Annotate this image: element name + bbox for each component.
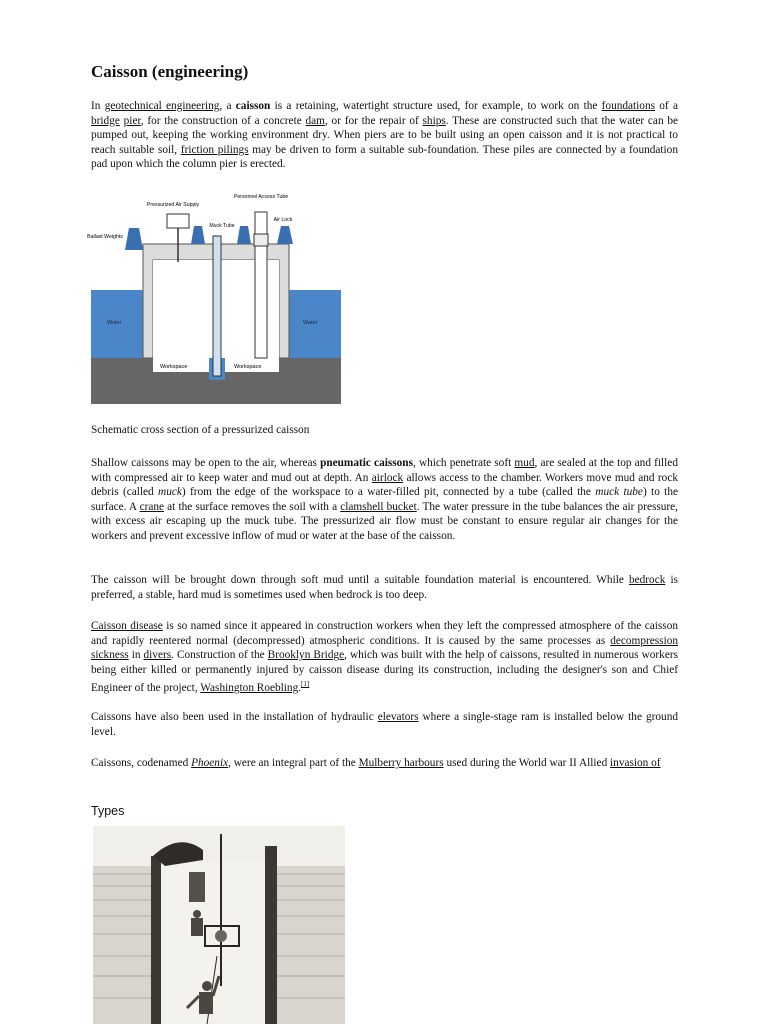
- shaft-wall-right: [265, 846, 277, 1024]
- ballast-weight-left: [125, 228, 143, 250]
- types-heading: Types: [91, 804, 125, 818]
- text: allows access to the chamber. Workers move mud and rock debris (called: [91, 471, 678, 499]
- text: ) to the surface. A: [91, 486, 678, 513]
- italic-term: muck tube: [595, 486, 643, 499]
- link-bridge[interactable]: bridge: [91, 114, 120, 127]
- link-caisson-disease[interactable]: Caisson disease: [91, 620, 163, 632]
- label-water-right: Water: [303, 320, 318, 326]
- text: In: [91, 100, 105, 112]
- text: , are sealed at the top and filled with compressed air to keep water and mud out at depth. An: [91, 457, 678, 484]
- label-airlock: Air Lock: [273, 217, 293, 223]
- label-workspace-left: Workspace: [160, 364, 188, 370]
- muck-tube: [213, 236, 221, 376]
- air-supply-box: [167, 214, 189, 228]
- caisson-engraving: [93, 826, 345, 1024]
- text: , which penetrate soft: [412, 457, 515, 469]
- text: at the surface removes the soil with a: [164, 500, 341, 513]
- link-divers[interactable]: divers: [143, 649, 172, 662]
- bold-term: caisson: [235, 100, 271, 112]
- text: is so named since it appeared in construction workers when they left the compressed atmosphere of the caisson and rapidly reentered normal (decompressed) atmospheric conditions. It is caused by the same processes as: [91, 620, 678, 647]
- text: , a: [219, 100, 236, 112]
- text: used during the World war II Allied: [443, 757, 611, 769]
- link-airlock[interactable]: airlock: [371, 471, 404, 484]
- link-foundations[interactable]: foundations: [601, 100, 655, 112]
- link-pier[interactable]: pier: [123, 114, 141, 127]
- pulley: [215, 930, 227, 942]
- airlock-chamber: [254, 234, 268, 246]
- link-bedrock[interactable]: bedrock: [628, 574, 666, 586]
- text: . Construction of the: [171, 649, 268, 662]
- label-personnel-access: Personnel Access Tube: [233, 194, 289, 200]
- link-washington-roebling[interactable]: Washington Roebling: [200, 682, 299, 695]
- link-crane[interactable]: crane: [139, 500, 165, 513]
- ballast-weight-right: [277, 226, 293, 244]
- link-phoenix[interactable]: Phoenix: [191, 757, 229, 769]
- text: . The water pressure in the tube balances the air pressure, with excess air escaping up the muck tube. The pressurized air flow must be constant to ensure regular air changes for the workers and prevent excessive inflow of mud or water at the base of the caisson.: [91, 500, 678, 542]
- bucket: [189, 872, 205, 902]
- link-friction-pilings[interactable]: friction pilings: [180, 143, 249, 156]
- link-elevators[interactable]: elevators: [377, 711, 419, 723]
- ballast-weight-mid-left: [191, 226, 205, 244]
- text: , were an integral part of the: [228, 757, 359, 769]
- text: may be driven to form a suitable sub-foundation. These piles are connected by a foundation pad upon which the column pier is erected.: [91, 143, 678, 171]
- text: , for the construction of a concrete: [140, 114, 306, 127]
- text: ) from the edge of the workspace to a water-filled pit, connected by a tube (called the: [181, 486, 596, 499]
- bedrock-paragraph: [91, 573, 678, 602]
- shaft-wall-left: [151, 856, 161, 1024]
- shaft-interior: [157, 862, 277, 1024]
- citation-link[interactable]: [1]: [301, 680, 310, 689]
- link-invasion-of[interactable]: invasion of: [610, 757, 661, 769]
- diagram-caption: Schematic cross section of a pressurized caisson: [91, 424, 310, 436]
- link-decompression-sickness[interactable]: decompression sickness: [91, 634, 678, 662]
- phoenix-paragraph: [91, 756, 678, 771]
- text: The caisson will be brought down through soft mud until a suitable foundation material is encountered. While: [91, 574, 629, 586]
- elevators-paragraph: [91, 710, 678, 739]
- link-mulberry-harbours[interactable]: Mulberry harbours: [358, 757, 444, 769]
- link-clamshell-bucket[interactable]: clamshell bucket: [340, 500, 417, 513]
- caisson-disease-paragraph: [91, 619, 678, 696]
- text: Caissons, codenamed: [91, 757, 192, 769]
- bold-term: pneumatic caissons: [320, 457, 413, 469]
- text: Shallow caissons may be open to the air, whereas: [91, 457, 321, 469]
- ballast-weight-mid-right: [237, 226, 251, 244]
- text: is a retaining, watertight structure used, for example, to work on the: [270, 100, 602, 112]
- label-ballast: Ballast Weights: [87, 234, 123, 240]
- text: Caissons have also been used in the installation of hydraulic: [91, 711, 378, 723]
- text: , which was built with the help of caissons, resulted in numerous workers being either killed or permanently injured by caisson disease during its construction, including the designer's son and Chief Engineer of the project,: [91, 649, 678, 695]
- label-water-left: Water: [107, 320, 122, 326]
- text: in: [128, 649, 144, 662]
- text: . These are constructed such that the water can be pumped out, keeping the working environment dry. When piers are to be built using an open caisson and it is not practical to reach suitable soil,: [91, 114, 679, 156]
- label-workspace-right: Workspace: [234, 364, 262, 370]
- page-title: Caisson (engineering): [91, 62, 249, 81]
- text: where a single-stage ram is installed below the ground level.: [91, 711, 678, 738]
- intro-paragraph: [91, 99, 678, 172]
- link-dam[interactable]: dam: [305, 114, 325, 127]
- link-mud[interactable]: mud: [514, 457, 535, 469]
- link-geotechnical-engineering[interactable]: geotechnical engineering: [104, 100, 220, 112]
- italic-term: muck: [158, 486, 182, 499]
- text: of a: [655, 100, 678, 112]
- label-muck-tube: Muck Tube: [209, 223, 235, 229]
- text: is preferred, a stable, hard mud is sometimes used when bedrock is too deep.: [91, 574, 678, 601]
- text: , or for the repair of: [324, 114, 423, 127]
- pneumatic-paragraph: [91, 456, 678, 544]
- text: .: [298, 682, 302, 695]
- link-brooklyn-bridge[interactable]: Brooklyn Bridge: [267, 649, 345, 662]
- caisson-diagram: [87, 190, 341, 406]
- link-ships[interactable]: ships: [422, 114, 446, 127]
- label-pressurized-air: Pressurized Air Supply: [146, 202, 200, 208]
